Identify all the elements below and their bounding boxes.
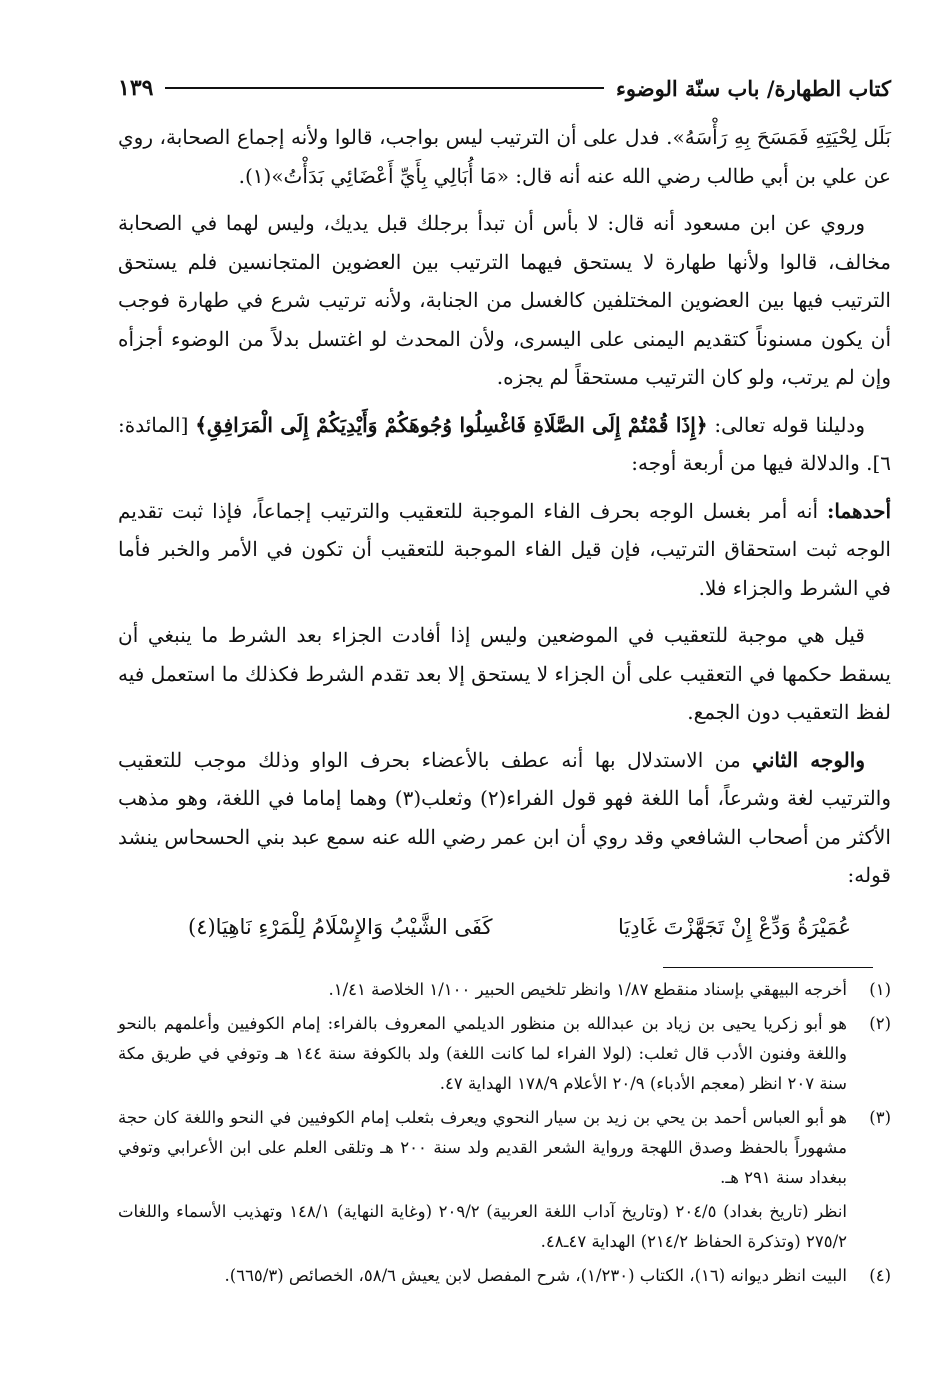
verse-second-hemistich: كَفَى الشَّيْبُ وَالإِسْلَامُ لِلْمَرْءِ نَاهِيَا(٤)	[188, 914, 493, 939]
paragraph-5: قيل هي موجبة للتعقيب في الموضعين وليس إذا أفادت الجزاء بعد الشرط ما ينبغي أن يسقط حكمها في التعقيب على أن الجزاء لا يستحق إلا بعد تقدم الشرط فكذلك ما استعمل فيه لفظ التعقيب دون الجمع.	[118, 623, 891, 724]
footnote-4	[118, 1261, 891, 1291]
paragraph-4-lead: أحدهما:	[827, 498, 892, 523]
header-rule	[165, 87, 604, 89]
paragraph-4-text: أنه أمر بغسل الوجه بحرف الفاء الموجبة للتعقيب والترتيب إجماعاً، فإذا ثبت تقديم الوجه ثبت استحقاق الترتيب، فإن قيل الفاء الموجبة للتعقيب أن تكون في الأمر والخبر فأما في الشرط والجزاء فلا.	[118, 498, 891, 600]
footnote-3-continued	[118, 1197, 891, 1257]
footnote-number: (٤)	[869, 1266, 891, 1285]
paragraph-6-lead: والوجه الثاني	[752, 747, 865, 772]
paragraph-4	[118, 492, 891, 608]
footnote-number: (٢)	[869, 1014, 891, 1033]
paragraph-2: وروي عن ابن مسعود أنه قال: لا بأس أن تبدأ برجلك قبل يديك، وليس لهما في الصحابة مخالف، قالوا ولأنها طهارة لا يستحق فيهما الترتيب بين العضوين المتجانسين فلم يستحق الترتيب فيها بين العضوين المختلفين كالغسل من الجنابة، ولأنه ترتيب شرع في طهارة فوجب أن يكون مسنوناً كتقديم اليمنى على اليسرى، ولأن المحدث لو اغتسل بدلاً من الوضوء أجزأه وإن لم يرتب، ولو كان الترتيب مستحقاً لم يجزه.	[118, 211, 892, 389]
paragraph-1: بَلَل لِحْيَتِهِ فَمَسَحَ بِهِ رَأْسَهُ». فدل على أن الترتيب ليس بواجب، قالوا ولأنه إجماع الصحابة، روي عن علي بن أبي طالب رضي الله عنه أنه قال: «مَا أُبَالِي بِأَيِّ أَعْضَائِي بَدَأْتُ»(١).	[118, 125, 891, 188]
running-header	[118, 68, 891, 108]
footnote-2	[118, 1009, 891, 1099]
verse-first-hemistich: عُمَيْرَةُ وَدِّعْ إِنْ تَجَهَّزْتَ غَادِيَا	[618, 914, 851, 939]
main-text	[118, 118, 891, 946]
footnote-number: (١)	[869, 980, 891, 999]
chapter-title: كتاب الطهارة/ باب سنّة الوضوء	[616, 75, 891, 101]
footnotes	[118, 975, 891, 1295]
footnote-separator	[663, 967, 873, 968]
paragraph-6-text: من الاستدلال بها أنه عطف بالأعضاء بحرف الواو وذلك موجب للتعقيب والترتيب لغة وشرعاً، أما اللغة فهو قول الفراء(٢) وثعلب(٣) وهما إماما في اللغة، وهو مذهب الأكثر من أصحاب الشافعي وقد روي أن ابن عمر رضي الله عنه سمع عبد بني الحسحاس ينشد قوله:	[118, 747, 891, 887]
footnote-number: (٣)	[869, 1108, 891, 1127]
footnote-text: البيت انظر ديوانه (١٦)، الكتاب (١/٢٣٠)، شرح المفصل لابن يعيش ٥٨/٦، الخصائص (٦٦٥/٣).	[224, 1266, 847, 1285]
poetry-verse	[118, 904, 891, 947]
paragraph-6	[118, 741, 891, 895]
paragraph-3-intro: ودليلنا قوله تعالى:	[714, 412, 865, 437]
footnote-text: هو أبو العباس أحمد بن يحي بن زيد بن سيار النحوي ويعرف بثعلب إمام الكوفيين في النحو واللغة كان حجة مشهوراً بالحفظ وصدق اللهجة ورواية الشعر القديم ولد سنة ٢٠٠ هـ وتلقى العلم على ابن الأعرابي وتوفي ببغداد سنة ٢٩١ هـ.	[118, 1108, 847, 1187]
paragraph-3-tail: [المائدة: ٦]. والدلالة فيها من أربعة أوجه:	[118, 412, 891, 475]
paragraph-3	[118, 406, 891, 483]
footnote-text: هو أبو زكريا يحيى بن زياد بن عبدالله بن منظور الديلمي المعروف بالفراء: إمام الكوفيين وأعلمهم بالنحو واللغة وفنون الأدب قال ثعلب: (لولا الفراء لما كانت اللغة) ولد بالكوفة سنة ١٤٤ هـ وتوفي في طريق مكة سنة ٢٠٧ انظر (معجم الأدباء) ٢٠/٩ الأعلام ١٧٨/٩ الهداية ٤٧.	[118, 1014, 847, 1093]
footnote-3	[118, 1103, 891, 1193]
page-number: ١٣٩	[118, 75, 154, 101]
footnote-text: أخرجه البيهقي بإسناد منقطع ١/٨٧ وانظر تلخيص الحبير ١/١٠٠ الخلاصة ١/٤١.	[328, 980, 847, 999]
quran-verse: ﴿إِذَا قُمْتُمْ إِلَى الصَّلَاةِ فَاغْسِلُوا وُجُوهَكُمْ وَأَيْدِيَكُمْ إِلَى الْمَرَافِقِ﴾	[195, 412, 708, 437]
footnote-1	[118, 975, 891, 1005]
footnote-text: انظر (تاريخ بغداد) ٢٠٤/٥ (وتاريخ آداب اللغة العربية) ٢٠٩/٢ (وغاية النهاية) ١٤٨/١ وتهذيب الأسماء واللغات ٢٧٥/٢ (وتذكرة الحفاظ ٢١٤/٢) الهداية ٤٧ـ٤٨.	[118, 1202, 848, 1251]
